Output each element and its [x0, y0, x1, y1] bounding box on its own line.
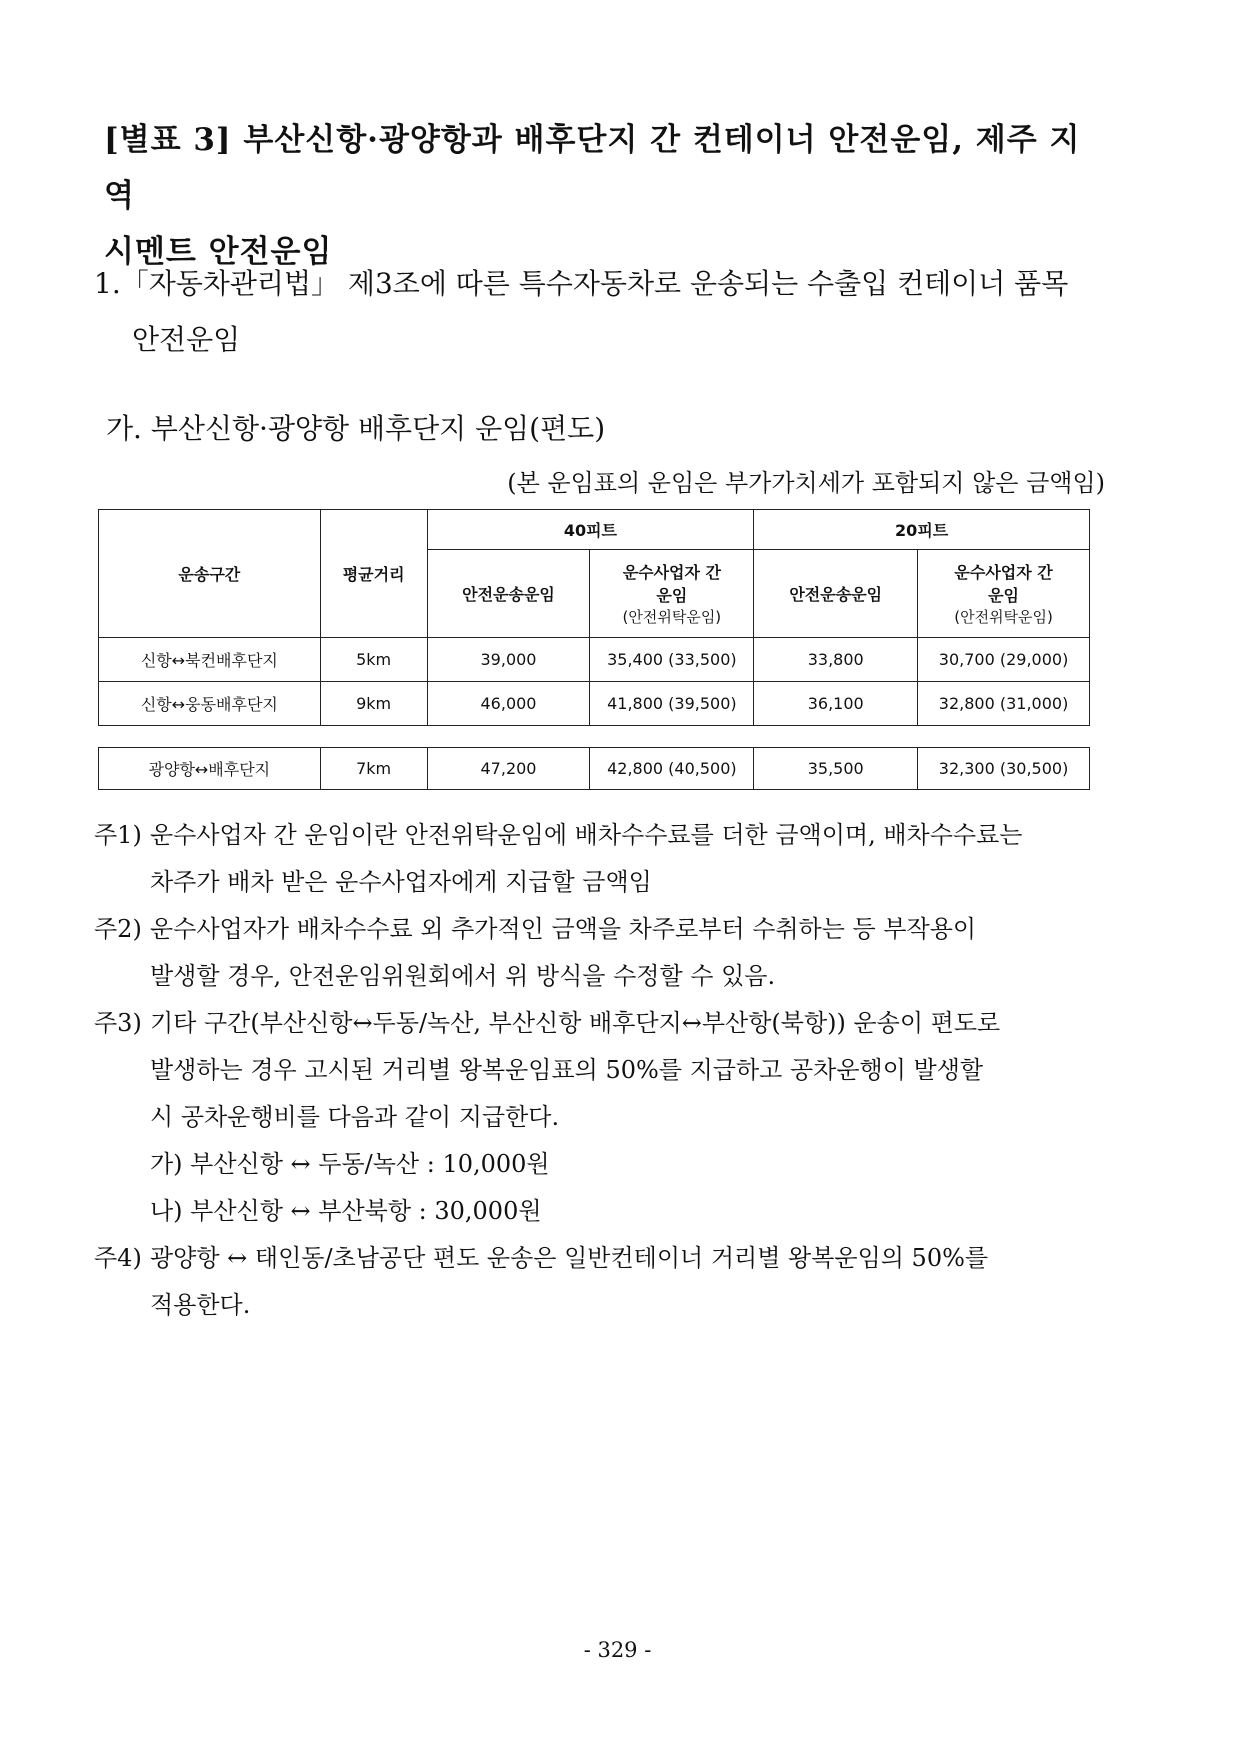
fare-table-busan	[98, 509, 1090, 726]
page-number: - 329 -	[583, 1638, 652, 1662]
cell-safe40: 46,000	[427, 682, 590, 726]
header-distance: 평균거리	[320, 510, 427, 638]
cell-safe20: 36,100	[754, 682, 918, 726]
carrier-fare-line-1: 운수사업자 간	[954, 563, 1053, 582]
note-line: 발생하는 경우 고시된 거리별 왕복운임표의 50%를 지급하고 공차운행이 발생할	[150, 1056, 984, 1084]
carrier-fare-line-2: 운임	[656, 586, 688, 605]
header-carrier-fare-40	[590, 550, 754, 638]
note-1	[94, 812, 1104, 906]
note-text	[150, 906, 1104, 1000]
note-line: 기타 구간(부산신항↔두동/녹산, 부산신항 배후단지↔부산항(북항)) 운송이 편도로	[150, 1009, 1001, 1037]
note-subitem: 가) 부산신항 ↔ 두동/녹산 : 10,000원	[150, 1150, 550, 1178]
cell-carrier20: 32,300 (30,500)	[918, 748, 1090, 790]
cell-carrier20: 32,800 (31,000)	[918, 682, 1090, 726]
fare-table-gwangyang	[98, 747, 1090, 790]
vat-note: (본 운임표의 운임은 부가가치세가 포함되지 않은 금액임)	[507, 469, 1105, 497]
footnotes	[94, 812, 1104, 1329]
note-line: 적용한다.	[150, 1291, 251, 1319]
header-20ft: 20피트	[754, 510, 1090, 550]
carrier-fare-line-3: (안전위탁운임)	[622, 608, 722, 626]
carrier-fare-line-1: 운수사업자 간	[622, 563, 721, 582]
note-label: 주1)	[94, 821, 142, 849]
cell-safe40: 47,200	[427, 748, 590, 790]
note-line: 차주가 배차 받은 운수사업자에게 지급할 금액임	[150, 868, 652, 896]
cell-safe20: 33,800	[754, 638, 918, 682]
carrier-fare-line-2: 운임	[988, 586, 1020, 605]
section-1-line-1: 1.「자동차관리법」 제3조에 따른 특수자동차로 운송되는 수출입 컨테이너 품목	[94, 267, 1069, 300]
cell-safe20: 35,500	[754, 748, 918, 790]
note-line: 운수사업자가 배차수수료 외 추가적인 금액을 차주로부터 수취하는 등 부작용이	[150, 915, 977, 943]
carrier-fare-line-3: (안전위탁운임)	[954, 608, 1053, 626]
section-1-title	[94, 256, 1104, 368]
note-label: 주4)	[94, 1244, 142, 1272]
note-3	[94, 1000, 1104, 1235]
note-line: 시 공차운행비를 다음과 같이 지급한다.	[150, 1103, 560, 1131]
annex-heading	[104, 112, 1104, 280]
note-2	[94, 906, 1104, 1000]
cell-route: 광양항↔배후단지	[99, 748, 321, 790]
section-1-line-2: 안전운임	[132, 323, 241, 356]
note-label: 주3)	[94, 1009, 142, 1037]
cell-carrier40: 41,800 (39,500)	[590, 682, 754, 726]
cell-carrier40: 42,800 (40,500)	[590, 748, 754, 790]
cell-route: 신항↔북컨배후단지	[99, 638, 321, 682]
header-carrier-fare-20	[918, 550, 1090, 638]
cell-route: 신항↔웅동배후단지	[99, 682, 321, 726]
note-label: 주2)	[94, 915, 142, 943]
cell-distance: 9km	[320, 682, 427, 726]
table-row	[99, 638, 1090, 682]
note-text	[150, 1000, 1104, 1235]
heading-line-1: [별표 3] 부산신항·광양항과 배후단지 간 컨테이너 안전운임, 제주 지역	[104, 122, 1081, 214]
note-subitem: 나) 부산신항 ↔ 부산북항 : 30,000원	[150, 1197, 542, 1225]
table-row	[99, 682, 1090, 726]
note-line: 발생할 경우, 안전운임위원회에서 위 방식을 수정할 수 있음.	[150, 962, 776, 990]
note-text	[150, 1235, 1104, 1329]
subsection-a-title: 가. 부산신항·광양항 배후단지 운임(편도)	[106, 412, 606, 445]
note-line: 운수사업자 간 운임이란 안전위탁운임에 배차수수료를 더한 금액이며, 배차수수료는	[150, 821, 1023, 849]
header-safe-fare-40: 안전운송운임	[427, 550, 590, 638]
cell-safe40: 39,000	[427, 638, 590, 682]
table-row	[99, 748, 1090, 790]
cell-distance: 5km	[320, 638, 427, 682]
header-route: 운송구간	[99, 510, 321, 638]
note-line: 광양항 ↔ 태인동/초남공단 편도 운송은 일반컨테이너 거리별 왕복운임의 50%를	[150, 1244, 989, 1272]
header-40ft: 40피트	[427, 510, 754, 550]
heading-line-2: 시멘트 안전운임	[104, 234, 333, 270]
cell-carrier20: 30,700 (29,000)	[918, 638, 1090, 682]
cell-distance: 7km	[320, 748, 427, 790]
cell-carrier40: 35,400 (33,500)	[590, 638, 754, 682]
header-safe-fare-20: 안전운송운임	[754, 550, 918, 638]
note-4	[94, 1235, 1104, 1329]
note-text	[150, 812, 1104, 906]
